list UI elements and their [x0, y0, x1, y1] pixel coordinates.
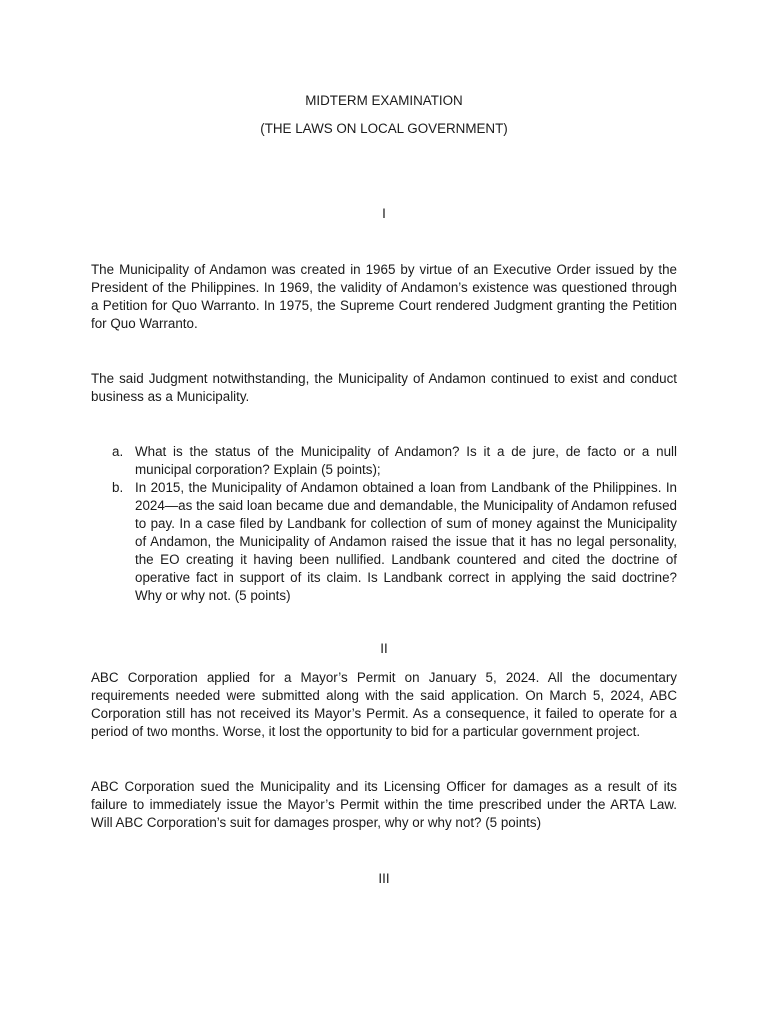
question-item-a — [91, 443, 677, 479]
section-numeral-2: II — [380, 641, 388, 656]
section-2-paragraph-2: ABC Corporation sued the Municipality and its Licensing Officer for damages as a result of its failure to immediately issue the Mayor’s Permit within the time prescribed under the ARTA Law. Will ABC Corporation’s suit for damages prosper, why or why not? (5 points) — [91, 779, 677, 830]
question-marker-a: a. — [112, 444, 124, 459]
exam-title: MIDTERM EXAMINATION — [305, 93, 463, 108]
question-item-b — [91, 479, 677, 605]
section-numeral-3: III — [378, 871, 390, 886]
section-numeral-1: I — [382, 206, 386, 221]
section-1-paragraph-2: The said Judgment notwithstanding, the Municipality of Andamon continued to exist and conduct business as a Municipality. — [91, 371, 677, 404]
section-1-paragraph-1: The Municipality of Andamon was created in 1965 by virtue of an Executive Order issued by the President of the Philippines. In 1969, the validity of Andamon’s existence was questioned through a Petition for Quo Warranto. In 1975, the Supreme Court rendered Judgment granting the Petition for Quo Warranto. — [91, 262, 677, 331]
exam-subtitle: (THE LAWS ON LOCAL GOVERNMENT) — [260, 121, 508, 136]
section-1-question-list — [91, 443, 677, 605]
question-text-b: In 2015, the Municipality of Andamon obtained a loan from Landbank of the Philippines. In 2024—as the said loan became due and demandable, the Municipality of Andamon refused to pay. In a case filed by Landbank for collection of sum of money against the Municipality of Andamon, the Municipality of Andamon raised the issue that it has no legal personality, the EO creating it having been nullified. Landbank countered and cited the doctrine of operative fact in support of its claim. Is Landbank correct in applying the said doctrine? Why or why not. (5 points) — [135, 480, 677, 603]
question-marker-b: b. — [112, 480, 124, 495]
section-2-paragraph-1: ABC Corporation applied for a Mayor’s Permit on January 5, 2024. All the documentary requirements needed were submitted along with the said application. On March 5, 2024, ABC Corporation still has not received its Mayor’s Permit. As a consequence, it failed to operate for a period of two months. Worse, it lost the opportunity to bid for a particular government project. — [91, 670, 677, 739]
question-text-a: What is the status of the Municipality of Andamon? Is it a de jure, de facto or a null municipal corporation? Explain (5 points); — [135, 444, 677, 477]
